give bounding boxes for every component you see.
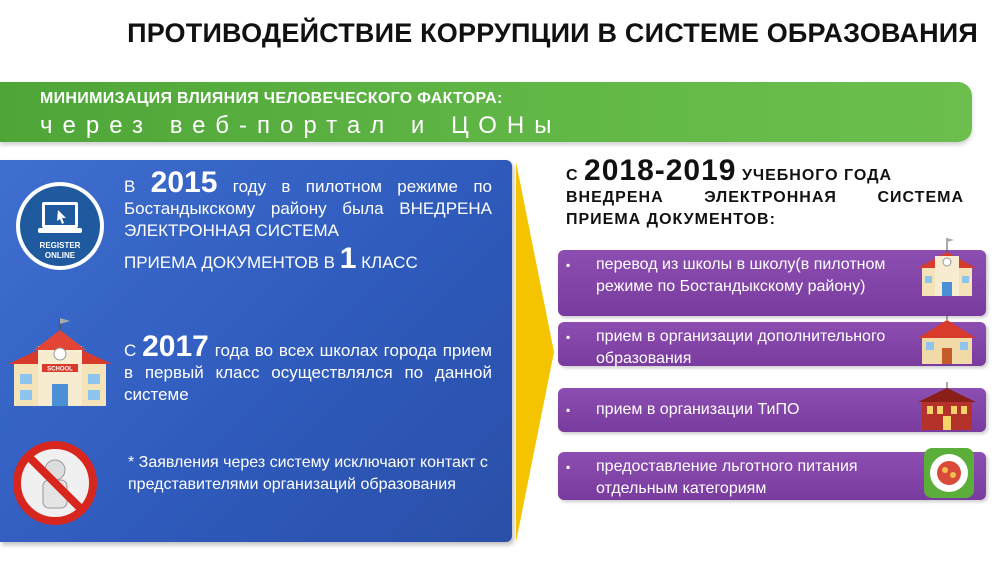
banner-heading: МИНИМИЗАЦИЯ ВЛИЯНИЯ ЧЕЛОВЕЧЕСКОГО ФАКТОРА: (40, 90, 503, 107)
register-online-icon (14, 180, 106, 272)
subtitle-banner (0, 82, 972, 142)
years-2018-2019: 2018-2019 (584, 154, 737, 187)
school-icon (918, 236, 976, 298)
arrow-shape (516, 162, 554, 542)
year-2015: 2015 (150, 166, 218, 199)
register-online-icon-label: REGISTER (39, 241, 81, 250)
list-item-meals: ▪ предоставление льготного питания отдельным категориям (558, 452, 986, 500)
meal-plate-icon (922, 444, 976, 502)
block-2017: С 2017 года во всех школах города прием в первый класс осуществлялся по данной системе (124, 330, 492, 404)
block-2015: В 2015 году в пилотном режиме по Бостандыкскому району была ВНЕДРЕНА ЭЛЕКТРОННАЯ СИСТЕМА ПРИЕМА ДОКУМЕНТОВ В 1 КЛАСС (124, 166, 492, 275)
school-building-icon (918, 314, 976, 366)
year-2017: 2017 (142, 330, 209, 363)
svg-text:ONLINE: ONLINE (44, 251, 76, 260)
page-title: ПРОТИВОДЕЙСТВИЕ КОРРУПЦИИ В СИСТЕМЕ ОБРАЗОВАНИЯ (127, 18, 978, 48)
left-info-panel (0, 160, 512, 542)
school-icon (8, 318, 112, 408)
no-contact-icon (12, 440, 98, 526)
college-building-icon (918, 382, 976, 432)
svg-text:SCHOOL: SCHOOL (47, 366, 73, 373)
list-item-additional-education: ▪ прием в организации дополнительного образования (558, 322, 986, 366)
block-note: * Заявления через систему исключают контакт с представителями организаций образования (128, 454, 488, 493)
right-heading: С 2018-2019 УЧЕБНОГО ГОДА ВНЕДРЕНА ЭЛЕКТРОННАЯ СИСТЕМА ПРИЕМА ДОКУМЕНТОВ: (566, 154, 964, 228)
list-item-tipo: ▪ прием в организации ТиПО (558, 388, 986, 432)
list-item-transfer: ▪ перевод из школы в школу(в пилотном режиме по Бостандыкскому району) (558, 250, 986, 316)
grade-number: 1 (339, 242, 357, 275)
banner-subheading: через веб-портал и ЦОНы (40, 112, 562, 139)
